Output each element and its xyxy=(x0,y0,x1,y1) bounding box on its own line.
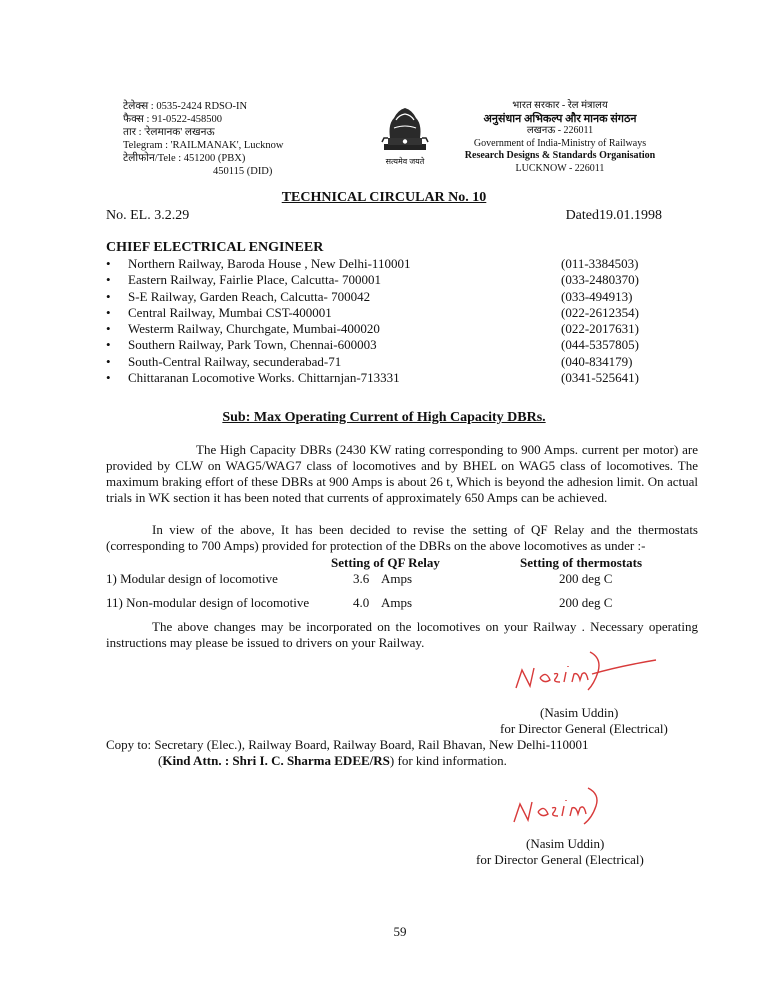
telegram-line: Telegram : 'RAILMANAK', Lucknow xyxy=(123,140,284,151)
telex-line: टेलेक्स : 0535-2424 RDSO-IN xyxy=(123,101,248,112)
reference-line xyxy=(106,208,662,224)
org-city-line: LUCKNOW - 226011 xyxy=(515,162,605,174)
circular-title: TECHNICAL CIRCULAR No. 10 xyxy=(281,190,487,205)
page-number: 59 xyxy=(393,924,407,939)
table-header-thermostats: Setting of thermostats xyxy=(520,555,643,570)
signature-2 xyxy=(508,784,608,830)
table-row-thermostat: 200 deg C xyxy=(559,595,613,610)
table-row-qf-unit: Amps xyxy=(381,595,413,610)
address-phone: (033-2480370) xyxy=(561,272,639,288)
org-hindi-line1: भारत सरकार - रेल मंत्रालय xyxy=(512,100,608,111)
paragraph-text: The High Capacity DBRs (2430 KW rating corresponding to 900 Amps. current per motor) are provided by CLW on WAG5/WAG7 class of locomotives and by BHEL on WAG5 class of locomotives. The maximum braking effort of these DBRs at 900 Amps is about 26 t, Which is beyond the adhesion limit. On actual trials in WK section it has been noted that currents of approximately 650 Amps can be achieved. xyxy=(106,442,698,505)
table-header-qf: Setting of QF Relay xyxy=(331,555,440,570)
addressee-heading: CHIEF ELECTRICAL ENGINEER xyxy=(106,240,324,255)
table-row-label: 1) Modular design of locomotive xyxy=(106,571,278,586)
address-list xyxy=(106,256,646,386)
body-paragraph-1 xyxy=(106,442,698,506)
paragraph-text: The above changes may be incorporated on the locomotives on your Railway . Necessary operating instructions may please be issued to drivers on your Railway. xyxy=(106,619,698,650)
address-name: Southern Railway, Park Town, Chennai-600003 xyxy=(128,337,377,353)
address-phone: (011-3384503) xyxy=(561,256,639,271)
copy-to-block xyxy=(106,737,589,769)
address-name: South-Central Railway, secunderabad-71 xyxy=(128,353,342,369)
list-item xyxy=(106,289,646,305)
emblem-motto: सत्यमेव जयते xyxy=(385,157,425,166)
list-item xyxy=(106,354,646,370)
list-item xyxy=(106,370,646,386)
address-name: Chittaranan Locomotive Works. Chittarnjan-713331 xyxy=(128,370,400,386)
attention-close: ) for kind information. xyxy=(389,753,507,768)
letterhead-organisation-block xyxy=(460,100,660,175)
bullet-icon: • xyxy=(106,288,111,304)
list-item xyxy=(106,256,646,272)
address-phone: (033-494913) xyxy=(561,288,633,304)
address-phone: (022-2017631) xyxy=(561,321,639,337)
address-phone: (0341-525641) xyxy=(561,370,639,386)
list-item xyxy=(106,337,646,353)
list-item xyxy=(106,272,646,288)
circular-date: Dated19.01.1998 xyxy=(565,208,662,223)
table-row-label: 11) Non-modular design of locomotive xyxy=(106,595,310,610)
table-row-thermostat: 200 deg C xyxy=(559,571,613,586)
signatory-designation: for Director General (Electrical) xyxy=(476,852,644,867)
attention-open: ( xyxy=(158,753,163,768)
body-paragraph-3 xyxy=(106,619,698,651)
org-ministry-line: Government of India-Ministry of Railways xyxy=(473,137,647,149)
bullet-icon: • xyxy=(106,272,111,288)
address-name: Central Railway, Mumbai CST-400001 xyxy=(128,304,332,320)
telephone-line: टेलीफोन/Tele : 451200 (PBX) xyxy=(123,153,246,164)
bullet-icon: • xyxy=(106,304,111,320)
signatory-designation: for Director General (Electrical) xyxy=(500,721,668,736)
table-row-qf-value: 4.0 xyxy=(353,595,370,610)
signature-1 xyxy=(510,648,660,696)
ashoka-emblem-icon xyxy=(372,98,438,170)
telephone-did-line: 450115 (DID) xyxy=(213,166,273,177)
bullet-icon: • xyxy=(106,353,111,369)
bullet-icon: • xyxy=(106,321,111,337)
address-name: S-E Railway, Garden Reach, Calcutta- 700042 xyxy=(128,288,371,304)
table-row-qf-value: 3.6 xyxy=(353,571,370,586)
list-item xyxy=(106,321,646,337)
copy-to-line: Copy to: Secretary (Elec.), Railway Board, Railway Board, Rail Bhavan, New Delhi-110001 xyxy=(106,737,589,752)
reference-number: No. EL. 3.2.29 xyxy=(106,208,190,223)
subject-line: Sub: Max Operating Current of High Capacity DBRs. xyxy=(222,410,546,425)
fax-line: फैक्स : 91-0522-458500 xyxy=(123,114,223,125)
bullet-icon: • xyxy=(106,256,111,271)
attention-line xyxy=(106,753,589,769)
paragraph-text: In view of the above, It has been decided to revise the setting of QF Relay and the thermostats (corresponding to 700 Amps) provided for protection of the DBRs on the above locomotives as under :- xyxy=(106,522,698,553)
body-paragraph-2 xyxy=(106,522,698,554)
org-hindi-line3: लखनऊ - 226011 xyxy=(526,125,594,136)
signatory-name: (Nasim Uddin) xyxy=(540,705,619,720)
address-name: Westerm Railway, Churchgate, Mumbai-400020 xyxy=(128,321,380,337)
letterhead-contact-block xyxy=(123,100,284,178)
address-name: Eastern Railway, Fairlie Place, Calcutta- 700001 xyxy=(128,272,381,288)
bullet-icon: • xyxy=(106,370,111,386)
signatory-name: (Nasim Uddin) xyxy=(526,836,605,851)
list-item xyxy=(106,305,646,321)
address-phone: (022-2612354) xyxy=(561,304,639,320)
org-name-line: Research Designs & Standards Organisation xyxy=(464,150,656,161)
org-hindi-line2: अनुसंधान अभिकल्प और मानक संगठन xyxy=(483,112,637,125)
address-name: Northern Railway, Baroda House , New Delhi-110001 xyxy=(128,256,411,271)
address-phone: (044-5357805) xyxy=(561,337,639,353)
telegram-hindi-line: तार : 'रेलमानक' लखनऊ xyxy=(123,127,215,138)
address-phone: (040-834179) xyxy=(561,353,633,369)
table-row-qf-unit: Amps xyxy=(381,571,413,586)
attention-name: Kind Attn. : Shri I. C. Sharma EDEE/RS xyxy=(162,753,390,768)
bullet-icon: • xyxy=(106,337,111,353)
